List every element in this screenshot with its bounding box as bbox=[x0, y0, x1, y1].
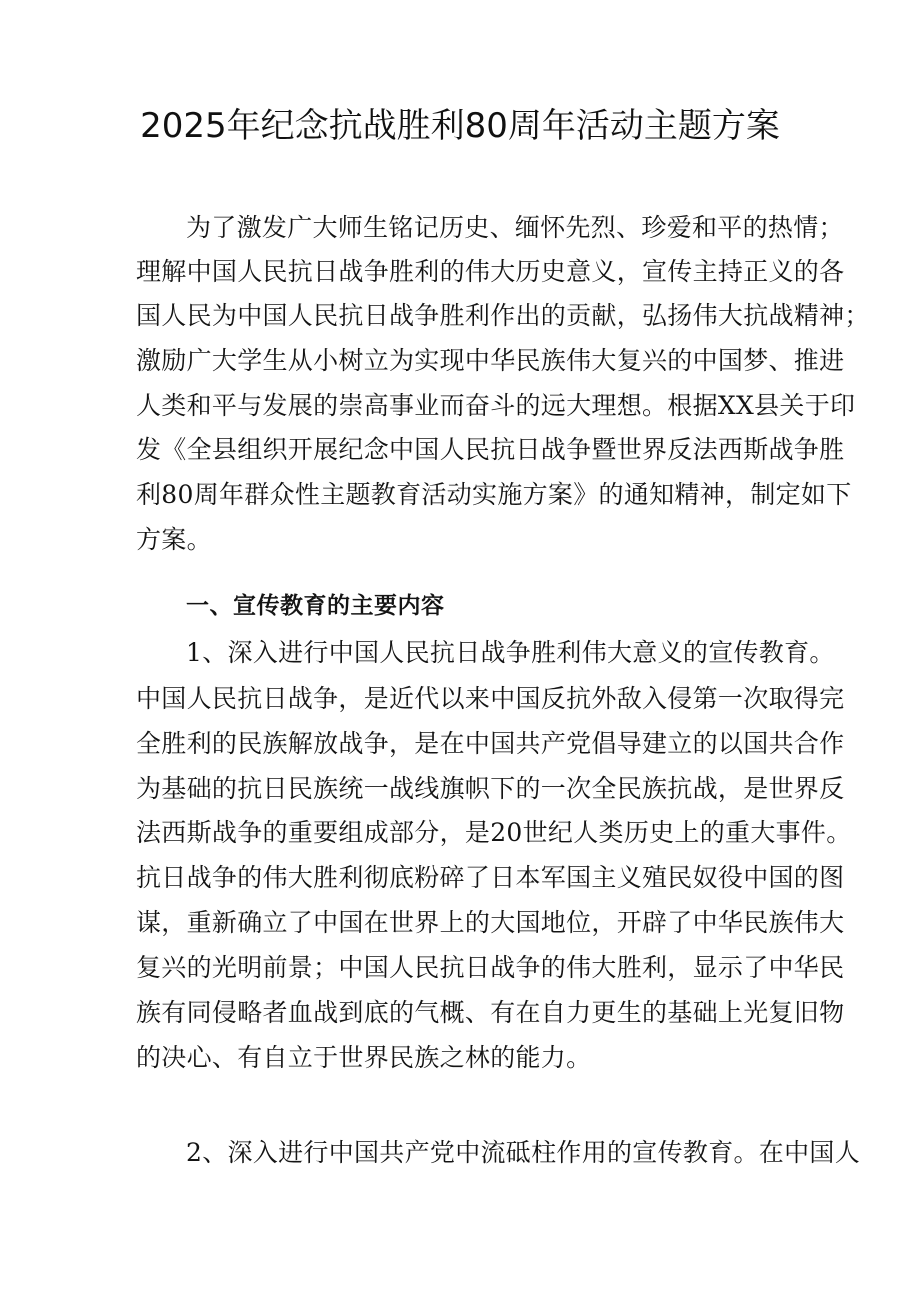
item1-line: 抗日战争的伟大胜利彻底粉碎了日本军国主义殖民奴役中国的图 bbox=[136, 863, 845, 892]
intro-line: 利80周年群众性主题教育活动实施方案》的通知精神，制定如下 bbox=[136, 480, 852, 509]
intro-line: 人类和平与发展的崇高事业而奋斗的远大理想。根据XX县关于印 bbox=[136, 391, 856, 420]
item1-line: 法西斯战争的重要组成部分，是20世纪人类历史上的重大事件。 bbox=[136, 818, 852, 847]
item1-line: 中国人民抗日战争，是近代以来中国反抗外敌入侵第一次取得完 bbox=[136, 684, 845, 713]
item1-line: 1、深入进行中国人民抗日战争胜利伟大意义的宣传教育。 bbox=[186, 638, 835, 667]
item1-line: 为基础的抗日民族统一战线旗帜下的一次全民族抗战，是世界反 bbox=[136, 774, 845, 803]
item1-line: 复兴的光明前景；中国人民抗日战争的伟大胜利，显示了中华民 bbox=[136, 953, 845, 982]
item1-line: 全胜利的民族解放战争，是在中国共产党倡导建立的以国共合作 bbox=[136, 729, 845, 758]
intro-line: 理解中国人民抗日战争胜利的伟大历史意义，宣传主持正义的各 bbox=[136, 257, 845, 286]
item1-line: 族有同侵略者血战到底的气概、有在自力更生的基础上光复旧物 bbox=[136, 998, 845, 1027]
item2-line: 2、深入进行中国共产党中流砥柱作用的宣传教育。在中国人 bbox=[186, 1138, 861, 1167]
intro-line: 国人民为中国人民抗日战争胜利作出的贡献，弘扬伟大抗战精神； bbox=[136, 301, 870, 330]
item1-line: 的决心、有自立于世界民族之林的能力。 bbox=[136, 1043, 592, 1072]
item1-line: 谋，重新确立了中国在世界上的大国地位，开辟了中华民族伟大 bbox=[136, 908, 845, 937]
document-title: 2025年纪念抗战胜利80周年活动主题方案 bbox=[140, 106, 780, 146]
section-heading: 一、宣传教育的主要内容 bbox=[186, 593, 445, 619]
intro-line: 发《全县组织开展纪念中国人民抗日战争暨世界反法西斯战争胜 bbox=[136, 435, 845, 464]
intro-line: 激励广大学生从小树立为实现中华民族伟大复兴的中国梦、推进 bbox=[136, 346, 845, 375]
intro-line: 方案。 bbox=[136, 525, 212, 554]
intro-line: 为了激发广大师生铭记历史、缅怀先烈、珍爱和平的热情； bbox=[186, 213, 844, 242]
